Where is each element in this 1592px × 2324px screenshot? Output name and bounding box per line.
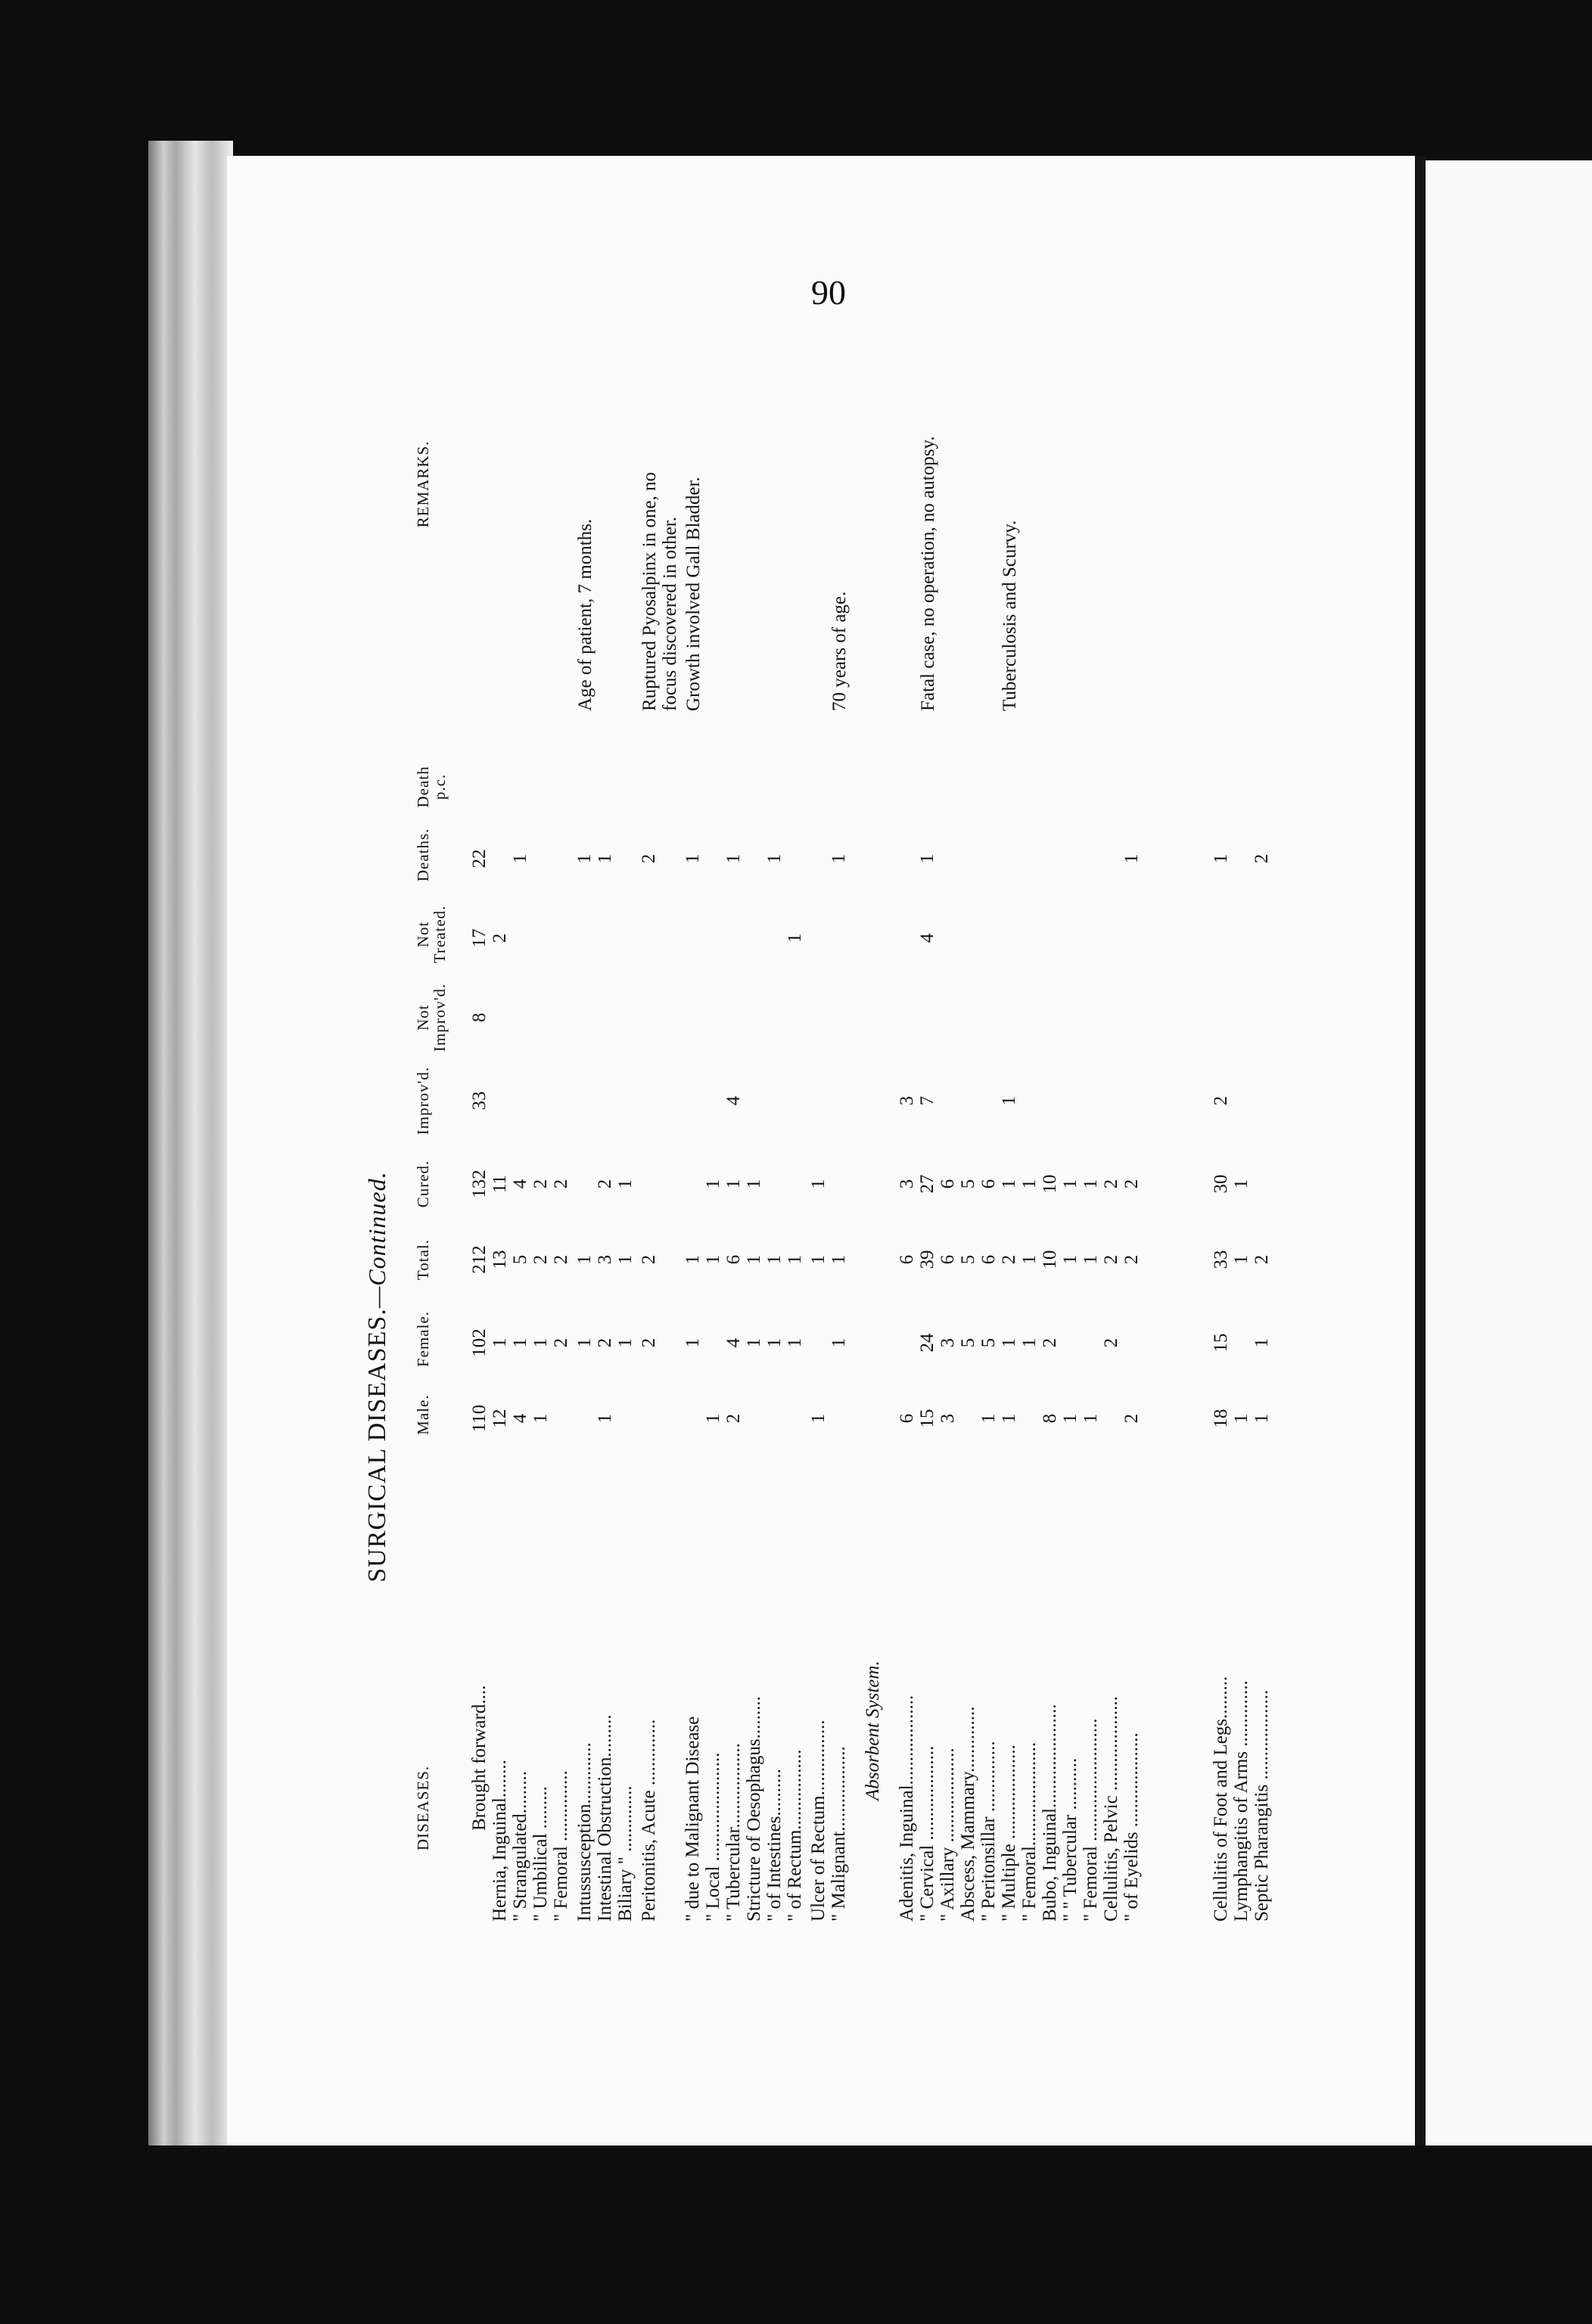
cell-male: 3 (937, 1413, 958, 1424)
cell-deaths: 1 (683, 853, 703, 864)
cell-male: 1 (1081, 1413, 1101, 1424)
table-row (764, 333, 785, 1922)
cell-female: 1 (530, 1338, 551, 1348)
cell-improved: 3 (897, 1095, 917, 1106)
remark-text: Fatal case, no operation, no autopsy. (918, 436, 938, 711)
cell-male: 1 (530, 1413, 551, 1424)
cell-female: 1 (999, 1338, 1019, 1348)
disease-name: Cellulitis, Pelvic .................... (1101, 1696, 1121, 1922)
cell-cured: 10 (1040, 1174, 1060, 1194)
cell-cured: 1 (1081, 1179, 1101, 1189)
cell-improved: 33 (469, 1091, 490, 1111)
cell-female: 1 (744, 1338, 764, 1348)
table-row (1060, 333, 1081, 1922)
table-row (1211, 333, 1231, 1922)
cell-not-treated: 2 (490, 933, 510, 943)
cell-cured: 4 (510, 1179, 530, 1189)
remark-text: Ruptured Pyosalpinx in one, no (639, 472, 660, 711)
cell-male: 18 (1211, 1409, 1231, 1428)
header-total: Total. (414, 1238, 432, 1281)
disease-name: " Malignant.................. (829, 1746, 849, 1922)
disease-name: " Multiple .................... (999, 1745, 1019, 1922)
disease-name: Stricture of Oesophagus......... (744, 1696, 764, 1922)
cell-cured: 3 (897, 1179, 917, 1189)
page-gutter (1415, 156, 1426, 2145)
disease-name: Intussusception............. (574, 1742, 595, 1922)
cell-total: 2 (639, 1254, 659, 1265)
cell-total: 1 (1081, 1254, 1101, 1265)
header-diseases: DISEASES. (414, 1765, 432, 1851)
cell-female: 1 (574, 1338, 595, 1348)
cell-total: 2 (530, 1254, 551, 1265)
cell-cured: 1 (808, 1179, 829, 1189)
cell-cured: 5 (958, 1179, 978, 1189)
table-row (639, 333, 659, 1922)
cell-total: 5 (958, 1254, 978, 1265)
rotated-table (356, 303, 1317, 1922)
cell-total: 1 (744, 1254, 764, 1265)
disease-name: " Femoral ............... (551, 1770, 571, 1922)
cell-deaths: 1 (574, 853, 595, 864)
cell-male: 1 (1231, 1413, 1252, 1424)
table-row (917, 333, 937, 1922)
remark-text: focus discovered in other. (660, 517, 680, 711)
cell-total: 1 (574, 1254, 595, 1265)
cell-total: 1 (1231, 1254, 1252, 1265)
table-row (469, 333, 490, 1922)
cell-cured: 1 (1019, 1179, 1040, 1189)
cell-total: 3 (595, 1254, 615, 1265)
cell-female: 24 (917, 1333, 937, 1353)
disease-name: " Local ....................... (703, 1752, 723, 1922)
cell-female: 1 (615, 1338, 636, 1348)
disease-name: " of Intestines.......... (764, 1769, 785, 1922)
cell-male: 1 (595, 1413, 615, 1424)
cell-cured: 1 (703, 1179, 723, 1189)
cell-female: 5 (978, 1338, 999, 1348)
disease-name: Ulcer of Rectum................ (808, 1720, 829, 1922)
disease-name: Biliary " .............. (615, 1785, 636, 1922)
table-row (703, 333, 723, 1922)
cell-cured: 2 (1121, 1179, 1142, 1189)
remark-text: 70 years of age. (829, 591, 850, 711)
cell-male: 12 (490, 1409, 510, 1428)
cell-male: 8 (1040, 1413, 1060, 1424)
table-row (829, 333, 849, 1922)
cell-total: 2 (1101, 1254, 1121, 1265)
cell-total: 1 (808, 1254, 829, 1265)
page-number: 90 (811, 273, 846, 312)
cell-deaths: 1 (595, 853, 615, 864)
cell-male: 6 (897, 1413, 917, 1424)
cell-male: 2 (723, 1413, 744, 1424)
cell-improved: 1 (999, 1095, 1019, 1106)
cell-deaths: 22 (469, 849, 490, 868)
cell-female: 15 (1211, 1333, 1231, 1353)
disease-name: Intestinal Obstruction......... (595, 1714, 615, 1922)
cell-total: 6 (723, 1254, 744, 1265)
disease-name: " " Tubercular ........... (1060, 1757, 1081, 1922)
header-improved: Improv'd. (414, 1066, 432, 1136)
disease-name: " of Rectum................. (785, 1749, 805, 1922)
cell-total: 33 (1211, 1250, 1231, 1269)
disease-name: " Femoral .......................... (1081, 1718, 1101, 1922)
disease-name: " Femoral...................... (1019, 1741, 1040, 1922)
cell-cured: 6 (937, 1179, 958, 1189)
section-heading: Absorbent System. (863, 1661, 883, 1800)
table-row (530, 333, 551, 1922)
cell-total: 1 (703, 1254, 723, 1265)
table-row (1231, 333, 1252, 1922)
cell-cured: 1 (999, 1179, 1019, 1189)
table-row (615, 333, 636, 1922)
cell-cured: 132 (469, 1170, 490, 1198)
cell-female: 1 (785, 1338, 805, 1348)
disease-name: " of Eyelids .................... (1121, 1732, 1142, 1922)
cell-improved: 4 (723, 1095, 744, 1106)
table-row (1252, 333, 1272, 1922)
cell-female: 4 (723, 1338, 744, 1348)
remark-text: Tuberculosis and Scurvy. (1000, 520, 1020, 711)
cell-total: 1 (1019, 1254, 1040, 1265)
cell-total: 1 (1060, 1254, 1081, 1265)
disease-name: Adenitis, Inguinal................... (897, 1695, 917, 1922)
cell-total: 1 (785, 1254, 805, 1265)
table-row (808, 333, 829, 1922)
disease-name: Peritonitis, Acute .............. (639, 1719, 659, 1922)
cell-female: 2 (1101, 1338, 1121, 1348)
cell-male: 1 (808, 1413, 829, 1424)
remark-text: Growth involved Gall Bladder. (683, 477, 704, 711)
cell-total: 2 (1252, 1254, 1272, 1265)
book-page-edge (148, 141, 233, 2145)
disease-name: Abscess, Mammary.............. (958, 1706, 978, 1922)
cell-female: 1 (1252, 1338, 1272, 1348)
cell-male: 1 (1060, 1413, 1081, 1424)
cell-improved: 7 (917, 1095, 937, 1106)
table-row (958, 333, 978, 1922)
cell-total: 6 (897, 1254, 917, 1265)
table-row (1081, 333, 1101, 1922)
cell-deaths: 1 (764, 853, 785, 864)
cell-not-treated: 17 (469, 928, 490, 948)
disease-name: Septic Pharangitis ................... (1252, 1689, 1272, 1922)
disease-name: Lymphangitis of Arms .............. (1231, 1680, 1252, 1922)
cell-deaths: 1 (723, 853, 744, 864)
table-row (1101, 333, 1121, 1922)
table-row (659, 333, 679, 1922)
disease-name: " Strangulated......... (510, 1770, 530, 1922)
disease-name: " Cervical .................... (917, 1745, 937, 1922)
cell-female: 2 (551, 1338, 571, 1348)
table-row (978, 333, 999, 1922)
cell-female: 102 (469, 1328, 490, 1357)
disease-name: " Peritonsillar ............... (978, 1741, 999, 1922)
table-row (937, 333, 958, 1922)
cell-total: 2 (551, 1254, 571, 1265)
table-row (1019, 333, 1040, 1922)
cell-not-treated: 4 (917, 933, 937, 943)
cell-male: 2 (1121, 1413, 1142, 1424)
cell-female: 1 (1019, 1338, 1040, 1348)
table-row (1121, 333, 1142, 1922)
cell-improved: 2 (1211, 1095, 1231, 1106)
cell-cured: 2 (530, 1179, 551, 1189)
cell-male: 1 (978, 1413, 999, 1424)
cell-cured: 6 (978, 1179, 999, 1189)
table-row (744, 333, 764, 1922)
table-row (551, 333, 571, 1922)
table-row (723, 333, 744, 1922)
disease-name: " Axillary .................... (937, 1748, 958, 1922)
cell-female: 2 (595, 1338, 615, 1348)
header-cured: Cured. (414, 1160, 432, 1208)
cell-deaths: 1 (510, 853, 530, 864)
cell-total: 1 (683, 1254, 703, 1265)
disease-name: " Umbilical ......... (530, 1786, 551, 1922)
cell-deaths: 1 (1211, 853, 1231, 864)
cell-total: 10 (1040, 1250, 1060, 1269)
cell-deaths: 2 (1252, 853, 1272, 864)
cell-female: 1 (764, 1338, 785, 1348)
cell-total: 5 (510, 1254, 530, 1265)
cell-cured: 1 (723, 1179, 744, 1189)
disease-name: Bubo, Inguinal...................... (1040, 1704, 1060, 1922)
cell-not-improved: 8 (469, 1012, 490, 1023)
cell-cured: 2 (551, 1179, 571, 1189)
table-row (683, 333, 703, 1922)
table-row (999, 333, 1019, 1922)
header-not-treated: Not Treated. (414, 905, 449, 964)
cell-female: 1 (490, 1338, 510, 1348)
table-row (574, 333, 595, 1922)
cell-female: 2 (639, 1338, 659, 1348)
disease-name: " Tubercular.................. (723, 1743, 744, 1922)
header-not-improved: Not Improv'd. (414, 983, 449, 1052)
cell-cured: 30 (1211, 1174, 1231, 1194)
header-male: Male. (414, 1394, 432, 1435)
cell-deaths: 2 (639, 853, 659, 864)
cell-total: 2 (1121, 1254, 1142, 1265)
cell-male: 1 (703, 1413, 723, 1424)
disease-name: Cellulitis of Foot and Legs......... (1211, 1676, 1231, 1922)
cell-female: 1 (510, 1338, 530, 1348)
cell-male: 1 (1252, 1413, 1272, 1424)
table-row (490, 333, 510, 1922)
cell-cured: 1 (744, 1179, 764, 1189)
cell-deaths: 1 (1121, 853, 1142, 864)
cell-female: 1 (829, 1338, 849, 1348)
cell-male: 4 (510, 1413, 530, 1424)
disease-name: Hernia, Inguinal........ (490, 1760, 510, 1922)
cell-deaths: 1 (829, 853, 849, 864)
cell-total: 13 (490, 1250, 510, 1269)
cell-total: 1 (829, 1254, 849, 1265)
table-row (595, 333, 615, 1922)
cell-total: 1 (764, 1254, 785, 1265)
header-female: Female. (414, 1310, 432, 1368)
table-row (1040, 333, 1060, 1922)
cell-cured: 1 (615, 1179, 636, 1189)
cell-male: 110 (469, 1404, 490, 1433)
cell-female: 1 (683, 1338, 703, 1348)
table-title (363, 832, 392, 1922)
cell-cured: 27 (917, 1174, 937, 1194)
cell-male: 15 (917, 1409, 937, 1428)
cell-total: 2 (999, 1254, 1019, 1265)
cell-total: 6 (937, 1254, 958, 1265)
title-suffix: —Continued. (363, 1171, 390, 1309)
header-remarks: REMARKS. (414, 440, 432, 528)
cell-cured: 11 (490, 1174, 510, 1194)
header-deaths: Deaths. (414, 828, 432, 882)
table-row (785, 333, 805, 1922)
header-death-pc: Death p.c. (414, 766, 449, 808)
cell-cured: 2 (1101, 1179, 1121, 1189)
title-main: SURGICAL DISEASES. (363, 1308, 391, 1583)
cell-cured: 2 (595, 1179, 615, 1189)
cell-cured: 1 (1231, 1179, 1252, 1189)
cell-female: 2 (1040, 1338, 1060, 1348)
cell-total: 6 (978, 1254, 999, 1265)
cell-total: 39 (917, 1250, 937, 1269)
table-row (510, 333, 530, 1922)
cell-total: 212 (469, 1245, 490, 1274)
cell-total: 1 (615, 1254, 636, 1265)
cell-female: 3 (937, 1338, 958, 1348)
cell-male: 1 (999, 1413, 1019, 1424)
remark-text: Age of patient, 7 months. (575, 518, 595, 711)
disease-name: Brought forward.... (469, 1685, 490, 1831)
cell-deaths: 1 (917, 853, 937, 864)
cell-female: 5 (958, 1338, 978, 1348)
cell-cured: 1 (1060, 1179, 1081, 1189)
cell-not-treated: 1 (785, 933, 805, 943)
table-row (897, 333, 917, 1922)
disease-name: " due to Malignant Disease (683, 1716, 703, 1922)
adjacent-page (1426, 160, 1592, 2145)
